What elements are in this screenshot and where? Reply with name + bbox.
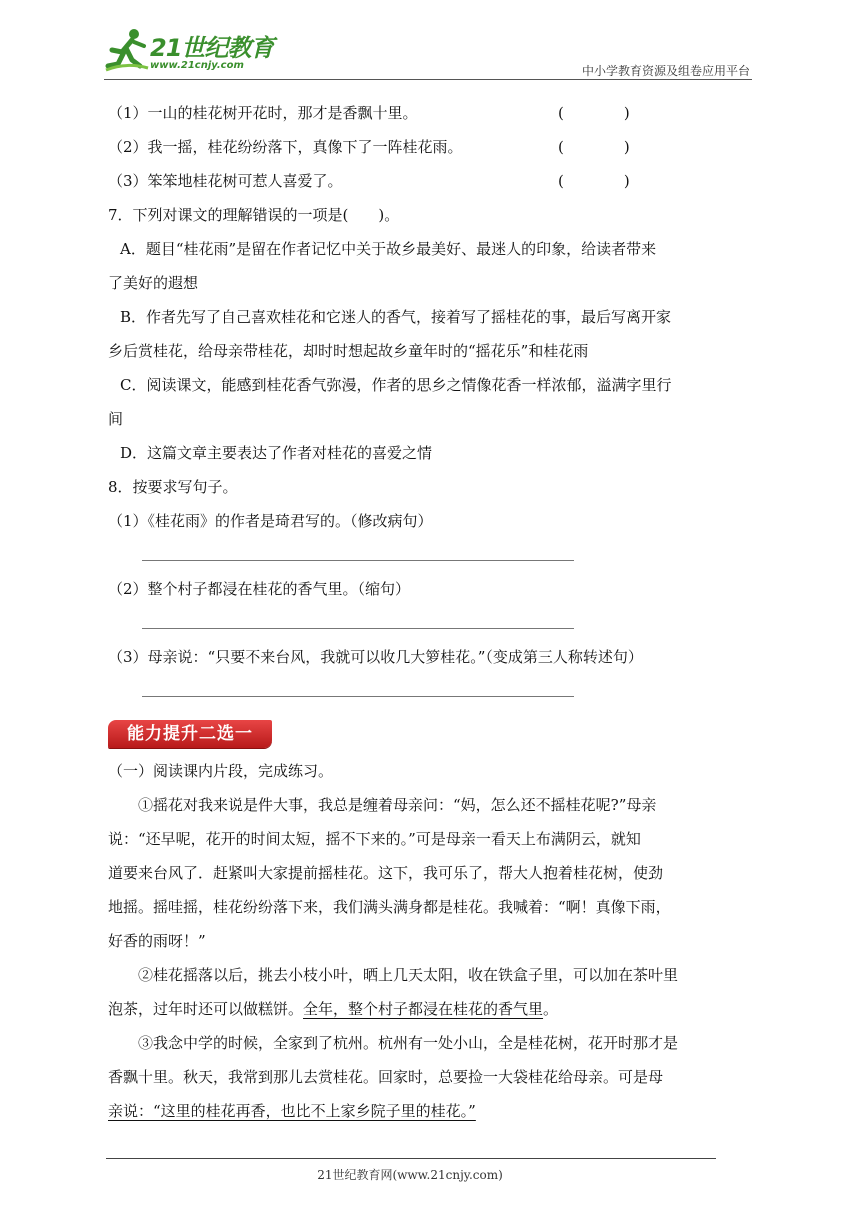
logo-url: www.21cnjy.com (150, 60, 244, 71)
underlined-sentence: 全年，整个村子都浸在桂花的香气里 (303, 1000, 544, 1018)
passage-line: 地摇。摇哇摇，桂花纷纷落下来，我们满头满身都是桂花。我喊着：“啊！真像下雨， (108, 898, 671, 916)
answer-line[interactable] (108, 674, 758, 708)
passage-line: 好香的雨呀！” (108, 932, 206, 950)
section-banner-wrap (108, 708, 758, 754)
q7-option-a: A．题目“桂花雨”是留在作者记忆中关于故乡最美好、最迷人的印象，给读者带来 (120, 240, 657, 258)
q7-option-a-cont: 了美好的遐想 (108, 274, 199, 292)
answer-paren[interactable]: ( ) (558, 138, 630, 156)
logo-text: 21世纪教育 (150, 34, 274, 62)
answer-line[interactable] (108, 606, 758, 640)
q8-item-3: （3）母亲说：“只要不来台风，我就可以收几大箩桂花。”（变成第三人称转述句） (108, 648, 643, 666)
q7-option-c-cont: 间 (108, 410, 124, 428)
answer-line[interactable] (108, 538, 758, 572)
answer-paren[interactable]: ( ) (558, 104, 630, 122)
passage-line: ③我念中学的时候，全家到了杭州。杭州有一处小山，全是桂花树，花开时那才是 (138, 1034, 679, 1052)
q6-item-1: （1）一山的桂花树开花时，那才是香飘十里。 ( ) (108, 96, 758, 130)
passage-line: ②桂花摇落以后，挑去小枝小叶，晒上几天太阳，收在铁盒子里，可以加在茶叶里 (138, 966, 679, 984)
page-footer: 21世纪教育网(www.21cnjy.com) (317, 1168, 503, 1182)
footer-divider (106, 1158, 716, 1159)
passage-line: ①摇花对我来说是件大事，我总是缠着母亲问：“妈，怎么还不摇桂花呢?”母亲 (138, 796, 657, 814)
runner-logo-icon (104, 26, 150, 72)
q7-option-b: B．作者先写了自己喜欢桂花和它迷人的香气，接着写了摇桂花的事，最后写离开家 (120, 308, 672, 326)
passage-line: 香飘十里。秋天，我常到那儿去赏桂花。回家时，总要捡一大袋桂花给母亲。可是母 (108, 1068, 664, 1086)
q8-stem: 8．按要求写句子。 (108, 478, 238, 496)
q7-stem: 7．下列对课文的理解错误的一项是( )。 (108, 206, 400, 224)
passage-line: 泡茶，过年时还可以做糕饼。全年，整个村子都浸在桂花的香气里。 (108, 1000, 559, 1018)
q7-option-b-cont: 乡后赏桂花，给母亲带桂花，却时时想起故乡童年时的“摇花乐”和桂花雨 (108, 342, 589, 360)
q6-item-2: （2）我一摇，桂花纷纷落下，真像下了一阵桂花雨。 ( ) (108, 130, 758, 164)
passage-line: 道要来台风了．赶紧叫大家提前摇桂花。这下，我可乐了，帮大人抱着桂花树，使劲 (108, 864, 664, 882)
platform-name: 中小学教育资源及组卷应用平台 (581, 64, 750, 78)
q6-item-3: （3）笨笨地桂花树可惹人喜爱了。 ( ) (108, 164, 758, 198)
q8-item-2: （2）整个村子都浸在桂花的香气里。（缩句） (108, 580, 411, 598)
logo (104, 26, 274, 76)
section-banner: 能力提升二选一 (108, 720, 272, 748)
q7-option-c: C．阅读课文，能感到桂花香气弥漫，作者的思乡之情像花香一样浓郁，溢满字里行 (120, 376, 672, 394)
passage-line-underlined: 亲说：“这里的桂花再香，也比不上家乡院子里的桂花。” (108, 1102, 476, 1120)
section-intro: （一）阅读课内片段，完成练习。 (108, 762, 334, 780)
answer-paren[interactable]: ( ) (558, 172, 630, 190)
q8-item-1: （1）《桂花雨》的作者是琦君写的。（修改病句） (108, 512, 433, 530)
page-content (108, 96, 758, 1128)
page-header (0, 0, 860, 82)
header-divider (104, 79, 752, 80)
q7-option-d: D．这篇文章主要表达了作者对桂花的喜爱之情 (120, 444, 433, 462)
passage-line: 说：“还早呢，花开的时间太短，摇不下来的。”可是母亲一看天上布满阴云，就知 (108, 830, 641, 848)
